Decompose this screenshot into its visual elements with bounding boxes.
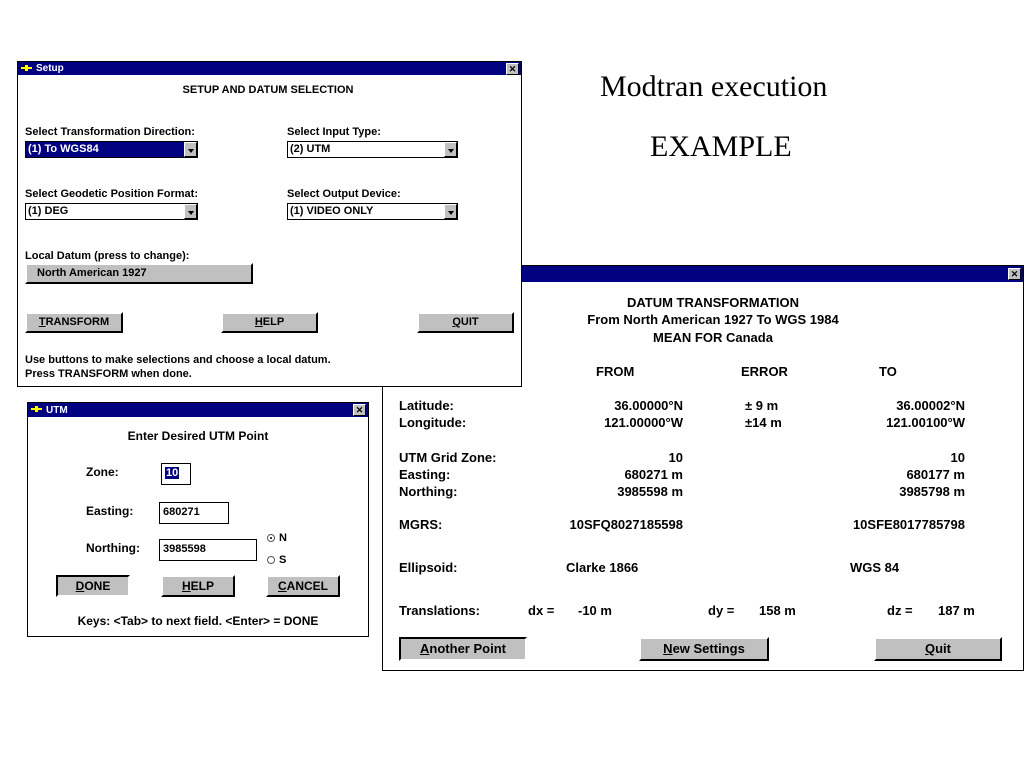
geo-format-label: Select Geodetic Position Format: bbox=[25, 188, 198, 200]
setup-header: SETUP AND DATUM SELECTION bbox=[182, 84, 354, 96]
input-type-select-value: (2) UTM bbox=[290, 143, 331, 155]
ellipsoid-to: WGS 84 bbox=[850, 560, 900, 575]
geo-format-select-value: (1) DEG bbox=[28, 205, 69, 217]
col-header-from: FROM bbox=[596, 364, 635, 379]
done-hotkey: D bbox=[75, 579, 85, 593]
mgrs-label: MGRS: bbox=[399, 517, 443, 532]
mgrs-from: 10SFQ8027185598 bbox=[569, 517, 683, 532]
easting-from: 680271 m bbox=[624, 467, 683, 482]
slide-title: Modtran execution bbox=[600, 70, 828, 103]
cancel-label: ANCEL bbox=[286, 579, 328, 593]
new-settings-button[interactable] bbox=[639, 637, 769, 661]
utm-zone-label: UTM Grid Zone: bbox=[399, 450, 497, 465]
done-label: ONE bbox=[84, 579, 111, 593]
latitude-from: 36.00000°N bbox=[614, 398, 683, 413]
another-point-label: nother Point bbox=[429, 641, 506, 656]
utm-title-bar[interactable] bbox=[28, 403, 368, 417]
utm-window-title: UTM bbox=[46, 405, 68, 416]
mgrs-to: 10SFE8017785798 bbox=[852, 517, 965, 532]
dz-label: dz = bbox=[887, 603, 913, 618]
setup-title-bar[interactable] bbox=[18, 62, 521, 75]
setup-hint-line2: Press TRANSFORM when done. bbox=[25, 368, 192, 380]
easting-input-label: Easting: bbox=[86, 504, 134, 518]
northing-input-value: 3985598 bbox=[163, 543, 206, 555]
northing-label: Northing: bbox=[399, 484, 458, 499]
easting-to: 680177 m bbox=[906, 467, 965, 482]
longitude-to: 121.00100°W bbox=[886, 415, 965, 430]
new-settings-hotkey: N bbox=[663, 641, 673, 656]
easting-input-value: 680271 bbox=[163, 506, 200, 518]
setup-help-hotkey: H bbox=[254, 316, 263, 328]
system-menu-icon[interactable] bbox=[31, 406, 42, 412]
setup-help-button[interactable] bbox=[221, 312, 318, 333]
col-header-to: TO bbox=[879, 364, 897, 379]
translations-label: Translations: bbox=[399, 603, 480, 618]
utm-zone-from: 10 bbox=[668, 450, 683, 465]
chevron-down-icon[interactable] bbox=[444, 204, 457, 219]
chevron-down-icon[interactable] bbox=[444, 142, 457, 157]
dz-value: 187 m bbox=[938, 603, 975, 618]
setup-window bbox=[17, 61, 522, 387]
result-header-line3: MEAN FOR Canada bbox=[653, 330, 773, 345]
setup-hint-line1: Use buttons to make selections and choose a local datum. bbox=[25, 354, 331, 366]
utm-help-button[interactable] bbox=[161, 575, 235, 597]
result-quit-hotkey: Q bbox=[924, 641, 936, 656]
latitude-label: Latitude: bbox=[399, 398, 454, 413]
close-icon[interactable]: ✕ bbox=[353, 404, 366, 416]
output-device-select-value: (1) VIDEO ONLY bbox=[290, 205, 374, 217]
input-type-label: Select Input Type: bbox=[287, 126, 381, 138]
zone-input[interactable] bbox=[161, 463, 191, 485]
col-header-error: ERROR bbox=[741, 364, 788, 379]
transform-button[interactable] bbox=[25, 312, 123, 333]
setup-help-label: ELP bbox=[262, 316, 285, 328]
longitude-error: ±14 m bbox=[745, 415, 782, 430]
chevron-down-icon[interactable] bbox=[184, 204, 197, 219]
northing-to: 3985798 m bbox=[899, 484, 965, 499]
dy-value: 158 m bbox=[759, 603, 796, 618]
system-menu-icon[interactable] bbox=[21, 65, 32, 71]
close-icon[interactable]: ✕ bbox=[1008, 268, 1021, 280]
another-point-button[interactable] bbox=[399, 637, 527, 661]
direction-label: Select Transformation Direction: bbox=[25, 126, 195, 138]
utm-help-label: ELP bbox=[190, 579, 214, 593]
easting-input[interactable] bbox=[159, 502, 229, 524]
ellipsoid-label: Ellipsoid: bbox=[399, 560, 458, 575]
utm-window bbox=[27, 402, 369, 637]
result-quit-label: uit bbox=[935, 641, 951, 656]
setup-window-title: Setup bbox=[36, 63, 64, 74]
output-device-select[interactable] bbox=[287, 203, 458, 220]
input-type-select[interactable] bbox=[287, 141, 458, 158]
utm-keys-hint: Keys: <Tab> to next field. <Enter> = DONE bbox=[77, 614, 319, 628]
dx-label: dx = bbox=[528, 603, 555, 618]
result-quit-button[interactable] bbox=[874, 637, 1002, 661]
done-button[interactable] bbox=[56, 575, 130, 597]
result-header-line1: DATUM TRANSFORMATION bbox=[626, 295, 800, 310]
hemisphere-s-label[interactable]: S bbox=[279, 554, 287, 566]
northing-from: 3985598 m bbox=[617, 484, 683, 499]
dx-value: -10 m bbox=[578, 603, 612, 618]
result-header-line2: From North American 1927 To WGS 1984 bbox=[587, 312, 839, 327]
setup-quit-hotkey: Q bbox=[452, 316, 461, 328]
dy-label: dy = bbox=[708, 603, 735, 618]
new-settings-label: ew Settings bbox=[672, 641, 745, 656]
local-datum-button[interactable] bbox=[25, 263, 253, 284]
easting-label: Easting: bbox=[399, 467, 451, 482]
output-device-label: Select Output Device: bbox=[287, 188, 401, 200]
utm-zone-to: 10 bbox=[950, 450, 965, 465]
close-icon[interactable]: ✕ bbox=[506, 63, 519, 75]
northing-input-label: Northing: bbox=[86, 541, 140, 555]
direction-select-value: (1) To WGS84 bbox=[28, 143, 99, 155]
latitude-to: 36.00002°N bbox=[896, 398, 965, 413]
setup-quit-button[interactable] bbox=[417, 312, 514, 333]
local-datum-value: North American 1927 bbox=[37, 267, 147, 279]
cancel-button[interactable] bbox=[266, 575, 340, 597]
another-point-hotkey: A bbox=[420, 641, 430, 656]
geo-format-select[interactable] bbox=[25, 203, 198, 220]
hemisphere-s-radio[interactable] bbox=[267, 556, 275, 564]
cancel-hotkey: C bbox=[277, 579, 287, 593]
transform-label: RANSFORM bbox=[45, 316, 110, 328]
hemisphere-n-label[interactable]: N bbox=[279, 532, 287, 544]
direction-select[interactable] bbox=[25, 141, 198, 158]
longitude-from: 121.00000°W bbox=[604, 415, 683, 430]
zone-input-value: 10 bbox=[166, 467, 179, 479]
northing-input[interactable] bbox=[159, 539, 257, 561]
latitude-error: ± 9 m bbox=[745, 398, 779, 413]
transform-hotkey: T bbox=[38, 316, 46, 328]
utm-help-hotkey: H bbox=[181, 579, 191, 593]
setup-quit-label: UIT bbox=[460, 316, 479, 328]
zone-label: Zone: bbox=[86, 465, 119, 479]
utm-header: Enter Desired UTM Point bbox=[127, 429, 269, 443]
chevron-down-icon[interactable] bbox=[184, 142, 197, 157]
longitude-label: Longitude: bbox=[399, 415, 467, 430]
hemisphere-n-radio[interactable] bbox=[267, 534, 275, 542]
slide-subtitle: EXAMPLE bbox=[650, 130, 792, 163]
ellipsoid-from: Clarke 1866 bbox=[566, 560, 639, 575]
local-datum-label: Local Datum (press to change): bbox=[25, 250, 190, 262]
